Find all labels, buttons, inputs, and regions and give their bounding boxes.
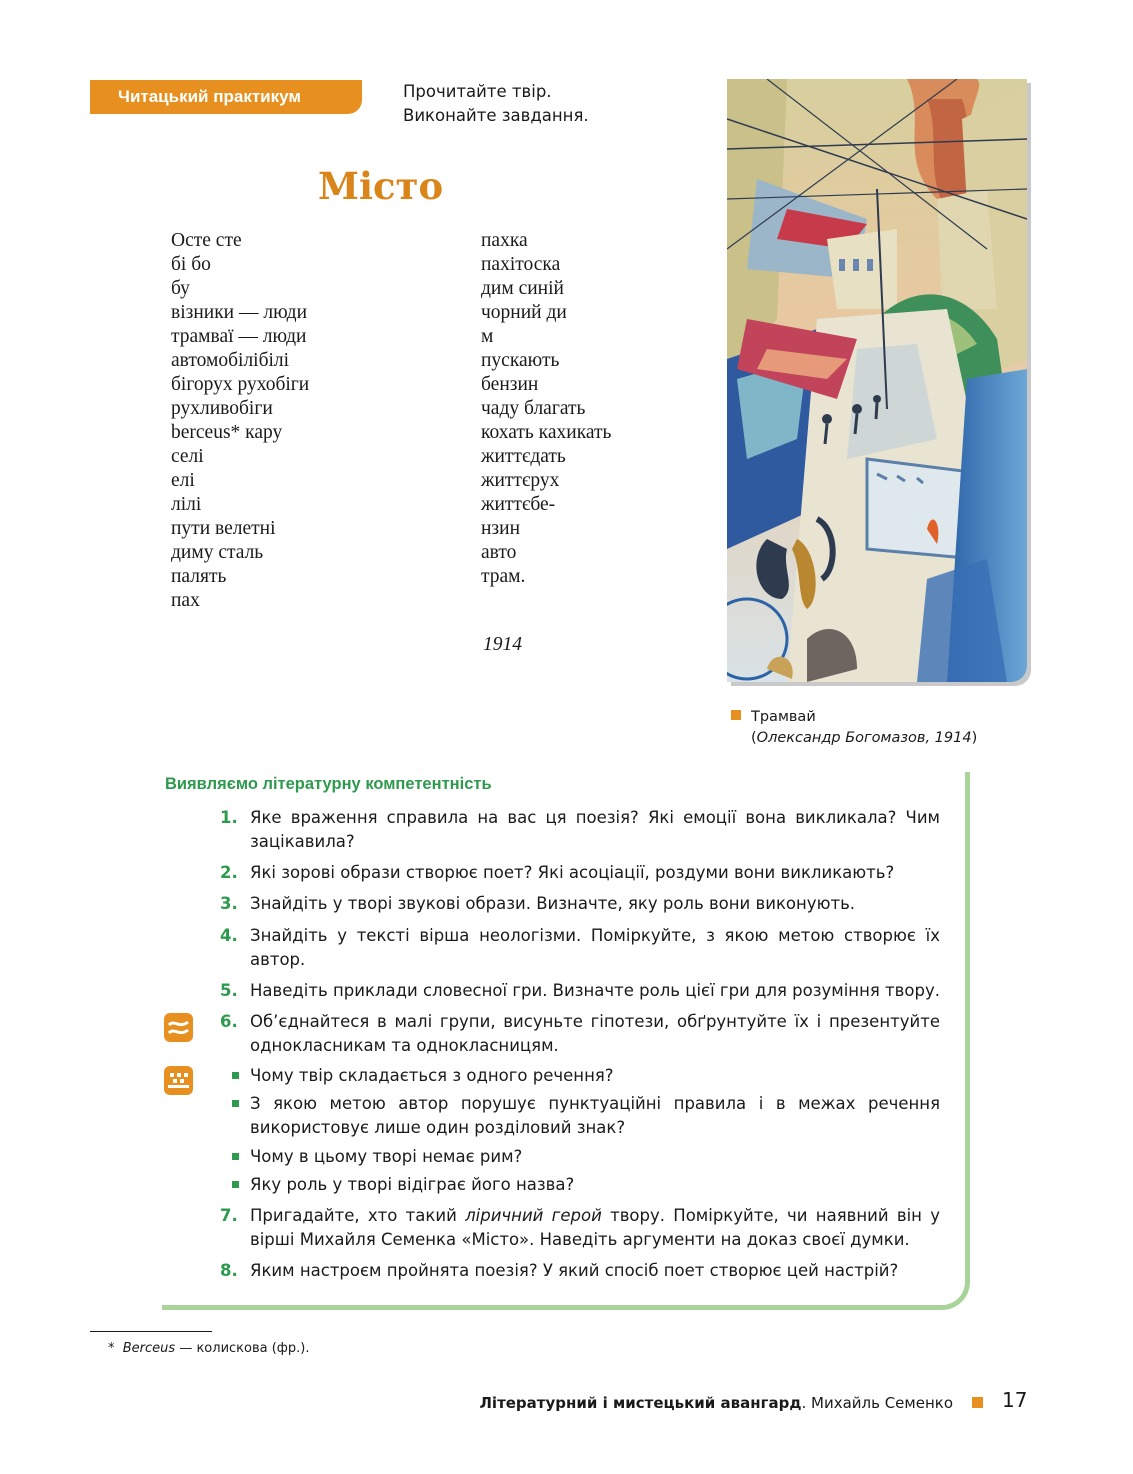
footnote-term: Berceus — [122, 1341, 176, 1356]
question-4 — [220, 924, 940, 972]
question-8 — [220, 1259, 940, 1283]
question-text: Знайдіть у творі звукові образи. Визначте, яку роль вони виконують. — [250, 894, 856, 913]
poem-line: диму сталь — [171, 542, 264, 563]
painting-image — [727, 79, 1027, 682]
section-tag: Читацький практикум — [90, 80, 362, 114]
question-number: 4. — [220, 926, 238, 945]
footnote-mark: * — [108, 1341, 115, 1356]
question-number: 6. — [220, 1012, 238, 1031]
sub-question — [220, 1064, 940, 1088]
square-bullet-icon — [731, 710, 741, 720]
question-text: Знайдіть у тексті вірша неологізми. Поміркуйте, з якою метою створює їх автор. — [250, 926, 940, 969]
poem-line: життєбе- — [481, 494, 556, 515]
question-2 — [220, 861, 940, 885]
question-text: Які зорові образи створює поет? Які асоціації, роздуми вони викликають? — [250, 863, 895, 882]
poem-line: селі — [171, 446, 204, 467]
question-1 — [220, 806, 940, 854]
question-3 — [220, 892, 940, 916]
running-footer — [479, 1394, 953, 1412]
poem-left-column — [171, 229, 309, 613]
discussion-icon — [164, 1066, 193, 1095]
poem-line: пускають — [481, 350, 560, 371]
poem-line: пути велетні — [171, 518, 276, 539]
footer-author: Михайль Семенко — [811, 1394, 953, 1412]
poem-line: пахка — [481, 230, 528, 251]
poem-line: м — [481, 326, 494, 347]
question-6 — [220, 1010, 940, 1058]
page-number: 17 — [1002, 1388, 1028, 1412]
sub-question — [220, 1092, 940, 1140]
question-7 — [220, 1204, 940, 1252]
poem-line: трамваї — люди — [171, 326, 307, 347]
caption-author: Олександр Богомазов, 1914 — [756, 730, 972, 746]
term-emphasis: ліричний герой — [465, 1206, 602, 1225]
poem-line: бі бо — [171, 254, 211, 275]
question-number: 1. — [220, 808, 238, 827]
question-text: Яке враження справила на вас ця поезія? Які емоції вона викликала? Чим зацікавила? — [250, 808, 940, 851]
question-number: 2. — [220, 863, 238, 882]
poem-line: чорний ди — [481, 302, 567, 323]
question-text: Яким настроєм пройнята поезія? У який спосіб поет створює цей настрій? — [250, 1261, 899, 1280]
poem-line: berceus* кару — [171, 422, 283, 443]
footnote-definition: — колискова (фр.). — [175, 1341, 310, 1356]
poem-line: життєрух — [481, 470, 560, 491]
poem-line: пах — [171, 590, 200, 611]
question-text: Наведіть приклади словесної гри. Визначте роль цієї гри для розуміння твору. — [250, 981, 940, 1000]
poem-date: 1914 — [483, 634, 522, 655]
poem-line: автомобілібілі — [171, 350, 290, 371]
sub-question — [220, 1145, 940, 1169]
footer-section: Літературний і мистецький авангард — [479, 1394, 802, 1412]
question-text-part: твору. Поміркуйте, чи наявний він у вірші Михайля Семенка «Місто». Наведіть аргументи на доказ своєї думки. — [250, 1206, 940, 1249]
caption-open-paren: ( — [751, 730, 757, 746]
footnote-rule — [90, 1331, 212, 1332]
poem-line: бігорух рухобіги — [171, 374, 310, 395]
bullet-icon — [232, 1181, 239, 1188]
caption-title: Трамвай — [751, 709, 816, 725]
poem-line: пахітоска — [481, 254, 561, 275]
poem-line: бензин — [481, 374, 539, 395]
caption-author-line — [731, 728, 977, 749]
question-text — [250, 1204, 940, 1252]
competence-title: Виявляємо літературну компетентність — [165, 775, 492, 793]
bullet-icon — [232, 1072, 239, 1079]
poem-line: Осте сте — [171, 230, 242, 251]
poem-right-column — [481, 229, 611, 589]
poem-line: життєдать — [481, 446, 566, 467]
question-number: 5. — [220, 981, 238, 1000]
poem-line: чаду благать — [481, 398, 586, 419]
bullet-icon — [232, 1153, 239, 1160]
bullet-icon — [232, 1100, 239, 1107]
sub-question-text: Яку роль у творі відіграє його назва? — [250, 1175, 575, 1194]
instructions — [403, 80, 589, 128]
poem-line: кохать кахикать — [481, 422, 612, 443]
poem-line: палять — [171, 566, 227, 587]
sub-question — [220, 1173, 940, 1197]
poem-line: елі — [171, 470, 195, 491]
poem-line: авто — [481, 542, 517, 563]
footer-square-icon — [972, 1397, 983, 1408]
poem-line: нзин — [481, 518, 521, 539]
poem-line: рухливобіги — [171, 398, 273, 419]
poem-line: дим синій — [481, 278, 564, 299]
poem-line: візники — люди — [171, 302, 308, 323]
question-text: Об’єднайтеся в малі групи, висуньте гіпотези, обґрунтуйте їх і презентуйте однокласникам та однокласницям. — [250, 1012, 940, 1055]
poem-line: лілі — [171, 494, 202, 515]
sub-question-text: Чому в цьому творі немає рим? — [250, 1147, 523, 1166]
group-work-icon — [164, 1013, 193, 1042]
instruction-line: Виконайте завдання. — [403, 106, 589, 125]
question-number: 3. — [220, 894, 238, 913]
sub-question-text: Чому твір складається з одного речення? — [250, 1066, 614, 1085]
poem-title: Місто — [318, 164, 444, 208]
footer-separator: . — [801, 1394, 811, 1412]
question-number: 8. — [220, 1261, 238, 1280]
painting-caption — [731, 707, 977, 749]
question-5 — [220, 979, 940, 1003]
footnote — [108, 1341, 310, 1356]
question-text-part: Пригадайте, хто такий — [250, 1206, 466, 1225]
sub-question-text: З якою метою автор порушує пунктуаційні правила і в межах речення використовує лише один розділовий знак? — [250, 1094, 940, 1137]
poem-line: трам. — [481, 566, 526, 587]
caption-close-paren: ) — [971, 730, 978, 746]
caption-title-line — [731, 707, 977, 728]
poem-line: бу — [171, 278, 190, 299]
question-number: 7. — [220, 1206, 238, 1225]
instruction-line: Прочитайте твір. — [403, 82, 552, 101]
